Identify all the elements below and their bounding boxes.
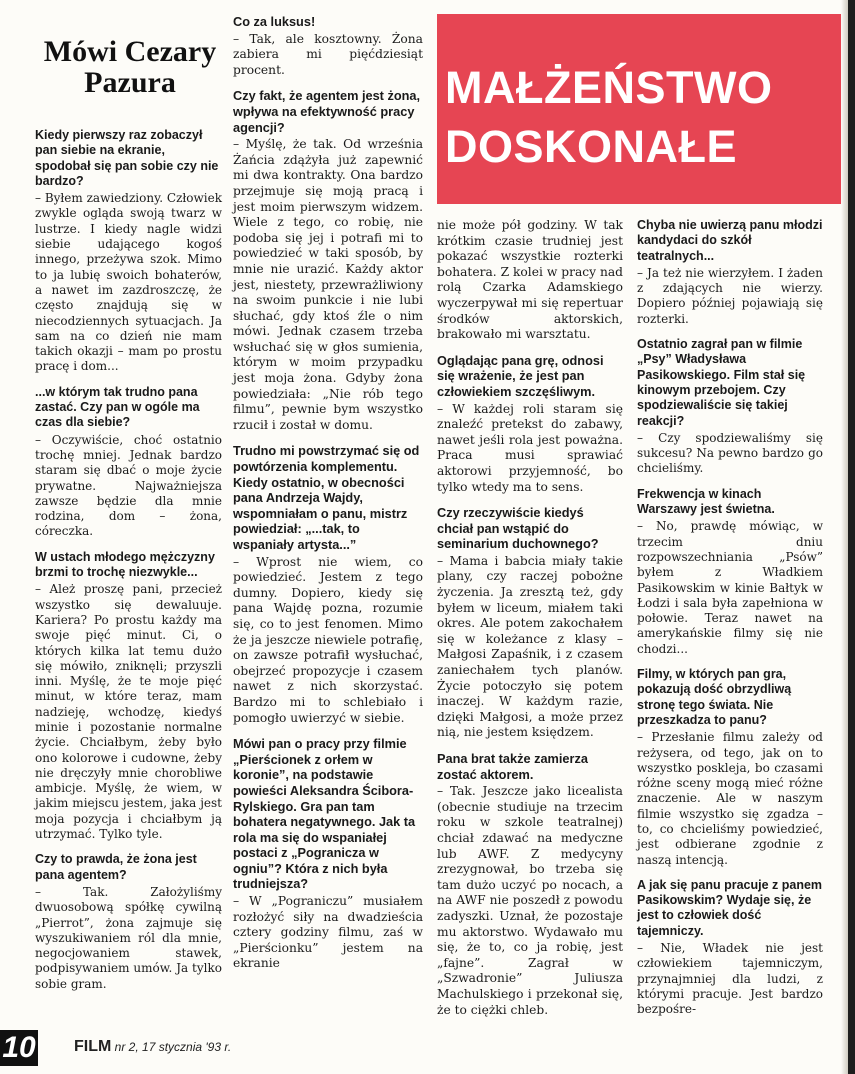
interview-question: Filmy, w których pan gra, pokazują dość obrzydliwą stronę tego świata. Nie przeszkadza to panu? [637,667,792,727]
page-fold-shadow [841,0,848,1074]
text-column-4 [637,218,823,1023]
interview-question: Ostatnio zagrał pan w filmie „Psy” Władysława Pasikowskiego. Film stał się kinowym przebojem. Czy spodziewaliście się takiej reakcji? [637,337,806,428]
publication-name: FILM [74,1038,112,1055]
headline-banner [437,14,841,204]
headline-banner-text: MAŁŻEŃSTWO DOSKONAŁE [445,62,773,172]
interview-answer: – Wprost nie wiem, co powiedzieć. Jestem z tego dumny. Dopiero, kiedy się pana Wajdę pozna, rozumie się, co to jest fenomen. Mimo że ja jeszcze niewiele potrafię, on zawsze potrafił wysłuchać, obejrzeć propozycje i czasem nawet z nich skorzystać. Bardzo mi to schlebiało i pomogło uwierzyć w siebie. [233,554,423,725]
page-number: 10 [0,1030,38,1066]
interview-answer: – Tak. Założyliśmy dwuosobową spółkę cywilną „Pierrot”, żona zajmuje się wyszukiwaniem ról dla mnie, negocjowaniem stawek, podpisywaniem umów. Ja tylko sobie gram. [35,884,222,991]
interview-question: Frekwencja w kinach Warszawy jest świetna. [637,486,775,517]
interview-question: Czy fakt, że agentem jest żona, wpływa na efektywność pracy agencji? [233,88,421,135]
footer-credit [74,1038,231,1056]
interview-question: Pana brat także zamierza zostać aktorem. [437,751,588,782]
interview-answer: – Byłem zawiedziony. Człowiek zwykle ogląda swoją twarz w lustrze. I kiedy nagle widzi siebie udającego kogoś innego, przeżywa szok. Mimo to ja lubię swoich bohaterów, a nawet im zazdroszczę, że często znajdują się w niecodziennych sytuacjach. Ja sam na co dzień nie mam takich okazji – mam po prostu pracę i dom... [35,191,222,374]
interview-answer: – W „Pograniczu” musiałem rozłożyć siły na dwadzieścia cztery godziny filmu, zaś w „Pierścionku” jestem na ekranie [233,894,423,971]
interview-question: A jak się panu pracuje z panem Pasikowskim? Wydaje się, że jest to człowiek dość tajemniczy. [637,877,823,938]
interview-answer: nie może pół godziny. W tak krótkim czasie trudniej jest pokazać wszystkie rozterki bohatera. Z kolei w pracy nad rolą Czarka Adamskiego wyczerpywał mi się repertuar środków aktorskich, brakowało mi warsztatu. [437,218,623,342]
interview-answer: – Przesłanie filmu zależy od reżysera, od tego, jak on to wszystko poskleja, bo czasami różne sceny mogą mieć różne znaczenie. Ale w naszym filmie wszystko się zgadza – to, co chcieliśmy powiedzieć, jest odbierane zgodnie z naszą intencją. [637,730,823,867]
interview-question: Co za luksus! [233,14,316,29]
interview-question: Czy rzeczywiście kiedyś chciał pan wstąpić do seminarium duchownego? [437,505,599,552]
interview-answer: – Tak. Jeszcze jako licealista (obecnie studiuje na trzecim roku w szkole teatralnej) chciał zdawać na medyczne lub AWF. Z medycyny zrezygnował, bo trzeba się tam dużo uczyć po nocach, a na AWF nie poszedł z powodu zadyszki. Uznał, że pozostaje mu aktorstwo. Wydawało mu się, że to, co ja robię, jest „fajne”. Zagrał w „Szwadronie” Juliusza Machulskiego i przekonał się, że to ciężki chleb. [437,784,623,1017]
text-column-3 [437,218,623,1023]
interview-question: ...w którym tak trudno pana zastać. Czy pan w ogóle ma czas dla siebie? [35,384,200,430]
text-column-2 [233,14,423,977]
page-edge [848,0,855,1074]
interview-question: Oglądając pana grę, odnosi się wrażenie, że jest pan człowiekiem szczęśliwym. [437,352,604,399]
interview-answer: – Czy spodziewaliśmy się sukcesu? Na pewno bardzo go chcieliśmy. [637,430,823,476]
interview-question: Mówi pan o pracy przy filmie „Pierścionek z orłem w koronie”, na podstawie powieści Aleksandra Ścibora-Rylskiego. Gra pan tam bohatera negatywnego. Jak ta rola ma się do wspaniałej postaci z „Pogranicza w ogniu”? Która z nich była trudniejsza? [233,736,416,892]
interview-question: Czy to prawda, że żona jest pana agentem? [35,852,197,882]
interview-answer: – No, prawdę mówiąc, w trzecim dniu rozpowszechniania „Psów” byłem z Władkiem Pasikowskim w kinie Bałtyk w Łodzi i sala była zapełniona w połowie. Teraz nawet na amerykańskie filmy się nie chodzi... [637,519,823,656]
interview-answer: – W każdej roli staram się znaleźć pretekst do zabawy, nawet jeśli rola jest poważna. Praca musi sprawiać aktorowi przyjemność, bo tylko wtedy ma to sens. [437,401,623,494]
interview-answer: – Mama i babcia miały takie plany, czy raczej pobożne życzenia. Ja zresztą też, gdy byłem w liceum, miałem taki okres. Ale potem zakochałem się w koleżance z klasy – Małgosi Zapaśnik, i z czasem zaniechałem tych planów. Życie potoczyło się potem inaczej. W każdym razie, dzięki Małgosi, a może przez nią, nie jestem księdzem. [437,553,623,740]
interview-question: W ustach młodego mężczyzny brzmi to trochę niezwykle... [35,549,215,580]
interview-question: Trudno mi powstrzymać się od powtórzenia komplementu. Kiedy ostatnio, w obecności pana Andrzeja Wajdy, wspomniałam o panu, mistrz powiedział: „...tak, to wspaniały artysta...” [233,443,420,552]
interview-answer: – Nie, Władek nie jest człowiekiem tajemniczym, przynajmniej dla ludzi, z którymi pracuje. Jest bardzo bezpośre- [637,941,823,1017]
issue-date: nr 2, 17 stycznia '93 r. [114,1040,232,1054]
interview-question: Kiedy pierwszy raz zobaczył pan siebie na ekranie, spodobał się pan sobie czy nie bardzo? [35,128,219,188]
text-column-1 [35,128,222,997]
interview-question: Chyba nie uwierzą panu młodzi kandydaci do szkół teatralnych... [637,218,823,263]
interview-answer: – Tak, ale kosztowny. Żona zabiera mi pięćdziesiąt procent. [233,31,423,77]
interview-answer: – Ależ proszę pani, przecież wszystko się dewaluuje. Kariera? Po prostu każdy ma swoje pięć minut. Ci, o których kilka lat temu dużo się mówiło, zniknęli; przyszli inni. Myślę, że te moje pięć minut, w które teraz, mam nadzieję, wchodzę, kiedyś minie i pozostanie normalne życie. Chciałbym, żeby było ono kolorowe i cudowne, żeby nie dręczyły mnie chorobliwe ambicje. Myślę, że wiem, w jakim miejscu jestem, jaka jest moja pozycja i chciałbym ją utrzymać. Tylko tyle. [35,582,222,842]
interview-answer: – Myślę, że tak. Od września Żańcia zdążyła już zapewnić mi dwa kontrakty. Ona bardzo przejmuje się moją pracą i jest moim pierwszym widzem. Wiele z tego, co robię, nie podoba się jej i potrafi mi to powiedzieć w taki sposób, by mnie nie urazić. Każdy aktor jest, niestety, przewrażliwiony na swoim punkcie i nie lubi słuchać, gdy ktoś źle o nim mówi. Jednak czasem trzeba wsłuchać się w głos sumienia, którym w moim przypadku jest moja żona. Gdyby żona powiedziała: „Nie rób tego filmu”, pewnie bym wszystko rzucił i został w domu. [233,137,423,432]
interview-answer: – Oczywiście, choć ostatnio trochę mniej. Jednak bardzo staram się dbać o moje życie prywatne. Najważniejsza zawsze będzie dla mnie rodzina, dom – żona, córeczka. [35,432,222,539]
interview-answer: – Ja też nie wierzyłem. I żaden z zdających nie wierzy. Dopiero później pojawiają się rozterki. [637,265,823,326]
article-title: Mówi Cezary Pazura [43,35,217,100]
